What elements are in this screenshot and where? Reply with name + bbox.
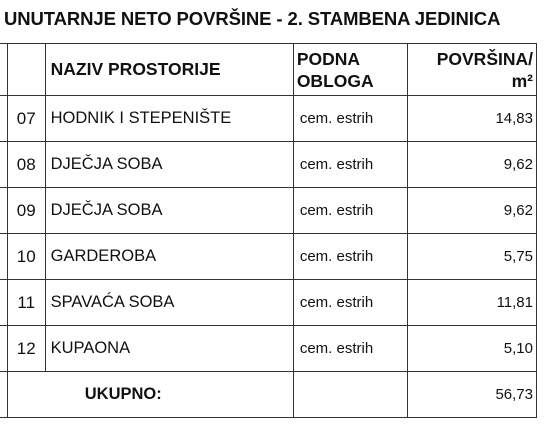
room-area: 5,75 [407, 234, 536, 280]
header-area-line2: m² [511, 70, 533, 91]
room-area: 9,62 [407, 142, 536, 188]
total-floor-cell [293, 372, 407, 418]
margin-cell [0, 326, 7, 372]
room-area: 14,83 [407, 96, 536, 142]
room-name: HODNIK I STEPENIŠTE [45, 96, 293, 142]
room-name: DJEČJA SOBA [45, 142, 293, 188]
total-area: 56,73 [407, 372, 536, 418]
room-area: 11,81 [407, 280, 536, 326]
room-area: 9,62 [407, 188, 536, 234]
room-floor: cem. estrih [293, 234, 407, 280]
margin-cell [0, 280, 7, 326]
margin-cell [0, 372, 7, 418]
room-number: 08 [7, 142, 45, 188]
header-floor-line2: OBLOGA [296, 70, 374, 91]
total-label: UKUPNO: [7, 372, 293, 418]
room-number: 12 [7, 326, 45, 372]
room-name: GARDEROBA [45, 234, 293, 280]
room-number: 10 [7, 234, 45, 280]
area-table [0, 43, 537, 418]
margin-cell [0, 96, 7, 142]
room-name: KUPAONA [45, 326, 293, 372]
room-floor: cem. estrih [293, 188, 407, 234]
margin-cell [0, 234, 7, 280]
room-name: DJEČJA SOBA [45, 188, 293, 234]
table-row [0, 234, 537, 280]
room-floor: cem. estrih [293, 280, 407, 326]
header-area-line1: POVRŠINA/ [436, 48, 533, 69]
room-number: 09 [7, 188, 45, 234]
total-row [0, 372, 537, 418]
room-floor: cem. estrih [293, 142, 407, 188]
header-area [407, 44, 536, 96]
room-area: 5,10 [407, 326, 536, 372]
margin-cell [0, 142, 7, 188]
room-number: 07 [7, 96, 45, 142]
table-row [0, 96, 537, 142]
room-number: 11 [7, 280, 45, 326]
header-row [0, 44, 537, 96]
header-margin-cell [0, 44, 7, 96]
margin-cell [0, 188, 7, 234]
table-row [0, 280, 537, 326]
room-name: SPAVAĆA SOBA [45, 280, 293, 326]
table-row [0, 142, 537, 188]
room-floor: cem. estrih [293, 96, 407, 142]
table-title: UNUTARNJE NETO POVRŠINE - 2. STAMBENA JEDINICA [4, 8, 501, 29]
header-number-cell [7, 44, 45, 96]
header-room-name: NAZIV PROSTORIJE [45, 44, 293, 96]
table-row [0, 326, 537, 372]
header-floor-covering [293, 44, 407, 96]
room-floor: cem. estrih [293, 326, 407, 372]
header-floor-line1: PODNA [296, 48, 361, 69]
table-row [0, 188, 537, 234]
